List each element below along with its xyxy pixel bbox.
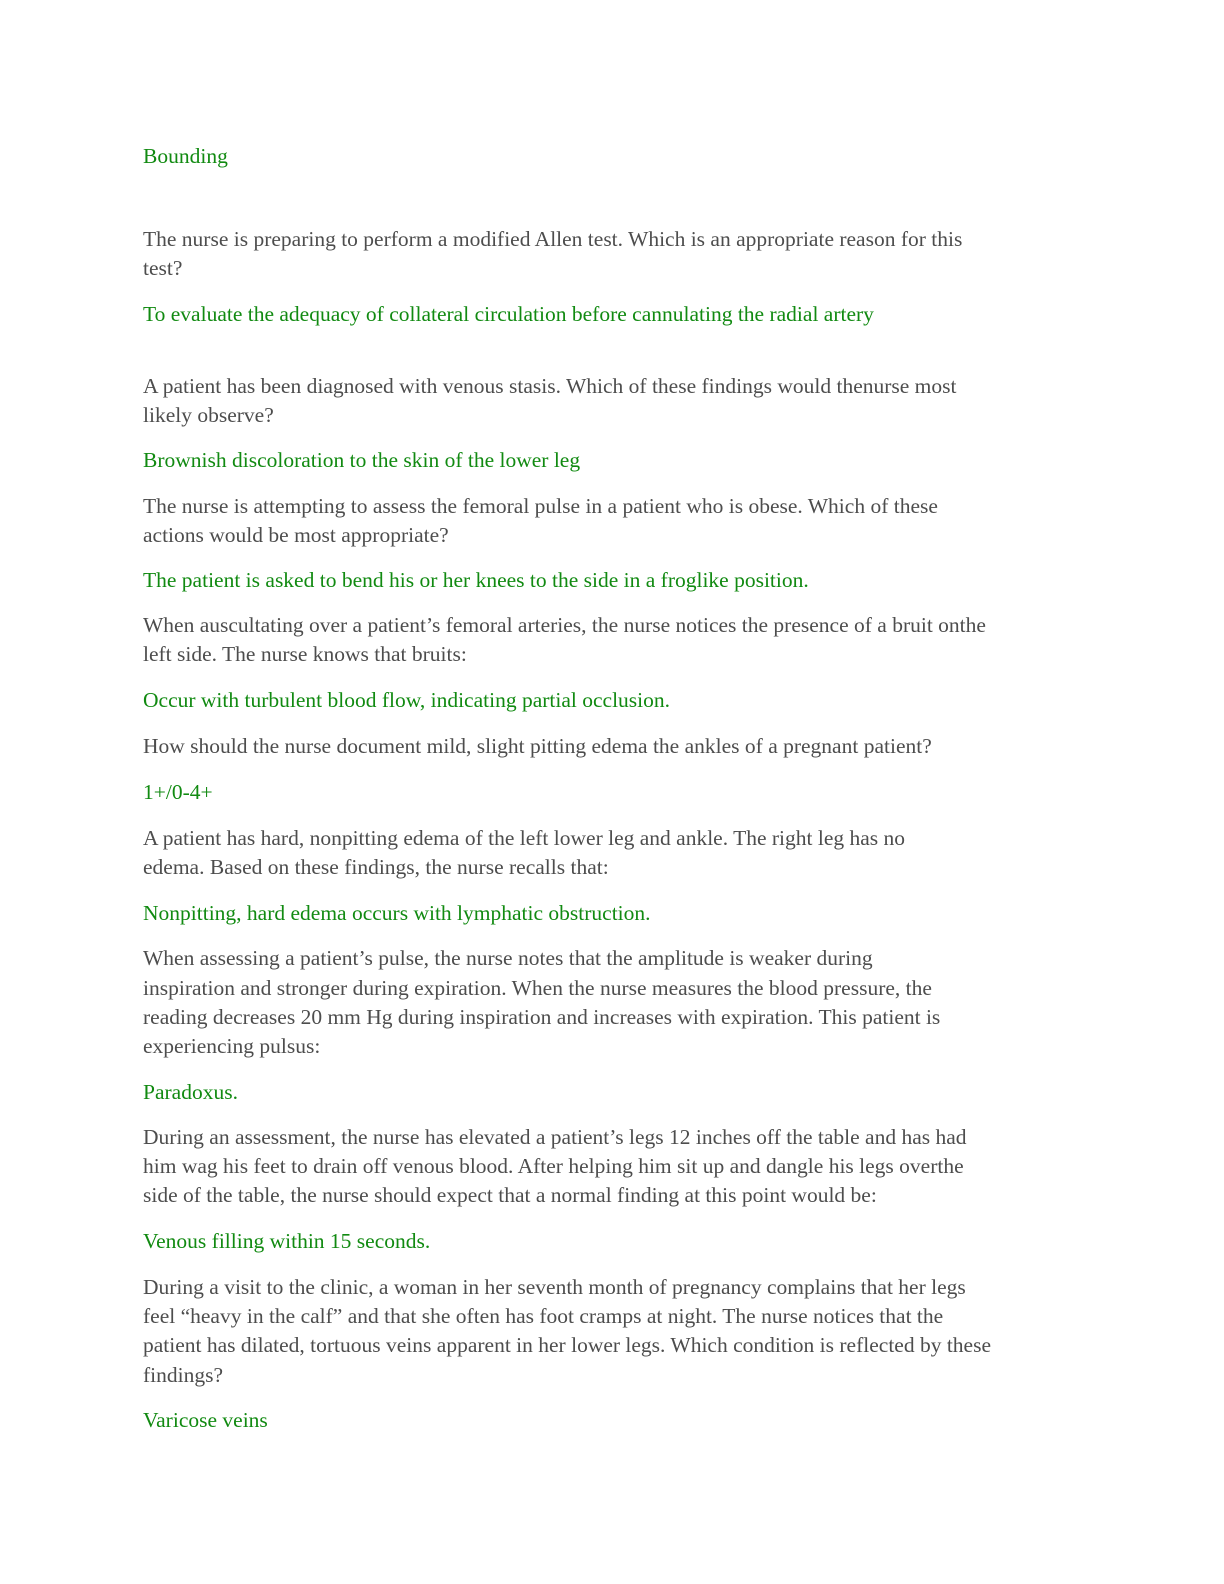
question-text: A patient has hard, nonpitting edema of the left lower leg and ankle. The right leg has no — [143, 826, 906, 850]
answer-text: Paradoxus. — [143, 1080, 238, 1104]
question-text: A patient has been diagnosed with venous stasis. Which of these findings would thenurse most — [143, 374, 957, 398]
question-text: edema. Based on these findings, the nurse recalls that: — [143, 855, 609, 879]
question-text: reading decreases 20 mm Hg during inspiration and increases with expiration. This patient is — [143, 1005, 941, 1029]
question-text: How should the nurse document mild, slight pitting edema the ankles of a pregnant patient? — [143, 734, 932, 758]
question-text: actions would be most appropriate? — [143, 523, 449, 547]
question-text: him wag his feet to drain off venous blood. After helping him sit up and dangle his legs overthe — [143, 1154, 964, 1178]
question-text: test? — [143, 256, 183, 280]
answer-text: Varicose veins — [143, 1408, 268, 1432]
question-text: When auscultating over a patient’s femoral arteries, the nurse notices the presence of a bruit onthe — [143, 613, 986, 637]
question-text: The nurse is preparing to perform a modified Allen test. Which is an appropriate reason for this — [143, 227, 963, 251]
answer-text: The patient is asked to bend his or her knees to the side in a froglike position. — [143, 568, 809, 592]
answer-text: 1+/0-4+ — [143, 780, 213, 804]
question-text: During a visit to the clinic, a woman in her seventh month of pregnancy complains that her legs — [143, 1275, 966, 1299]
question-text: left side. The nurse knows that bruits: — [143, 642, 467, 666]
answer-text: Venous filling within 15 seconds. — [143, 1229, 431, 1253]
question-text: side of the table, the nurse should expect that a normal finding at this point would be: — [143, 1183, 877, 1207]
question-text: The nurse is attempting to assess the femoral pulse in a patient who is obese. Which of these — [143, 494, 938, 518]
answer-text: Nonpitting, hard edema occurs with lymphatic obstruction. — [143, 901, 651, 925]
question-text: experiencing pulsus: — [143, 1034, 321, 1058]
answer-text: Brownish discoloration to the skin of the lower leg — [143, 448, 581, 472]
question-text: During an assessment, the nurse has elevated a patient’s legs 12 inches off the table and has had — [143, 1125, 967, 1149]
question-text: inspiration and stronger during expiration. When the nurse measures the blood pressure, the — [143, 976, 932, 1000]
question-text: When assessing a patient’s pulse, the nurse notes that the amplitude is weaker during — [143, 946, 873, 970]
question-text: likely observe? — [143, 403, 274, 427]
question-text: feel “heavy in the calf” and that she often has foot cramps at night. The nurse notices that the — [143, 1304, 944, 1328]
question-text: patient has dilated, tortuous veins apparent in her lower legs. Which condition is reflected by these — [143, 1333, 992, 1357]
question-text: findings? — [143, 1363, 224, 1387]
answer-text: Bounding — [143, 144, 228, 168]
answer-text: To evaluate the adequacy of collateral circulation before cannulating the radial artery — [143, 302, 874, 326]
answer-text: Occur with turbulent blood flow, indicating partial occlusion. — [143, 688, 671, 712]
